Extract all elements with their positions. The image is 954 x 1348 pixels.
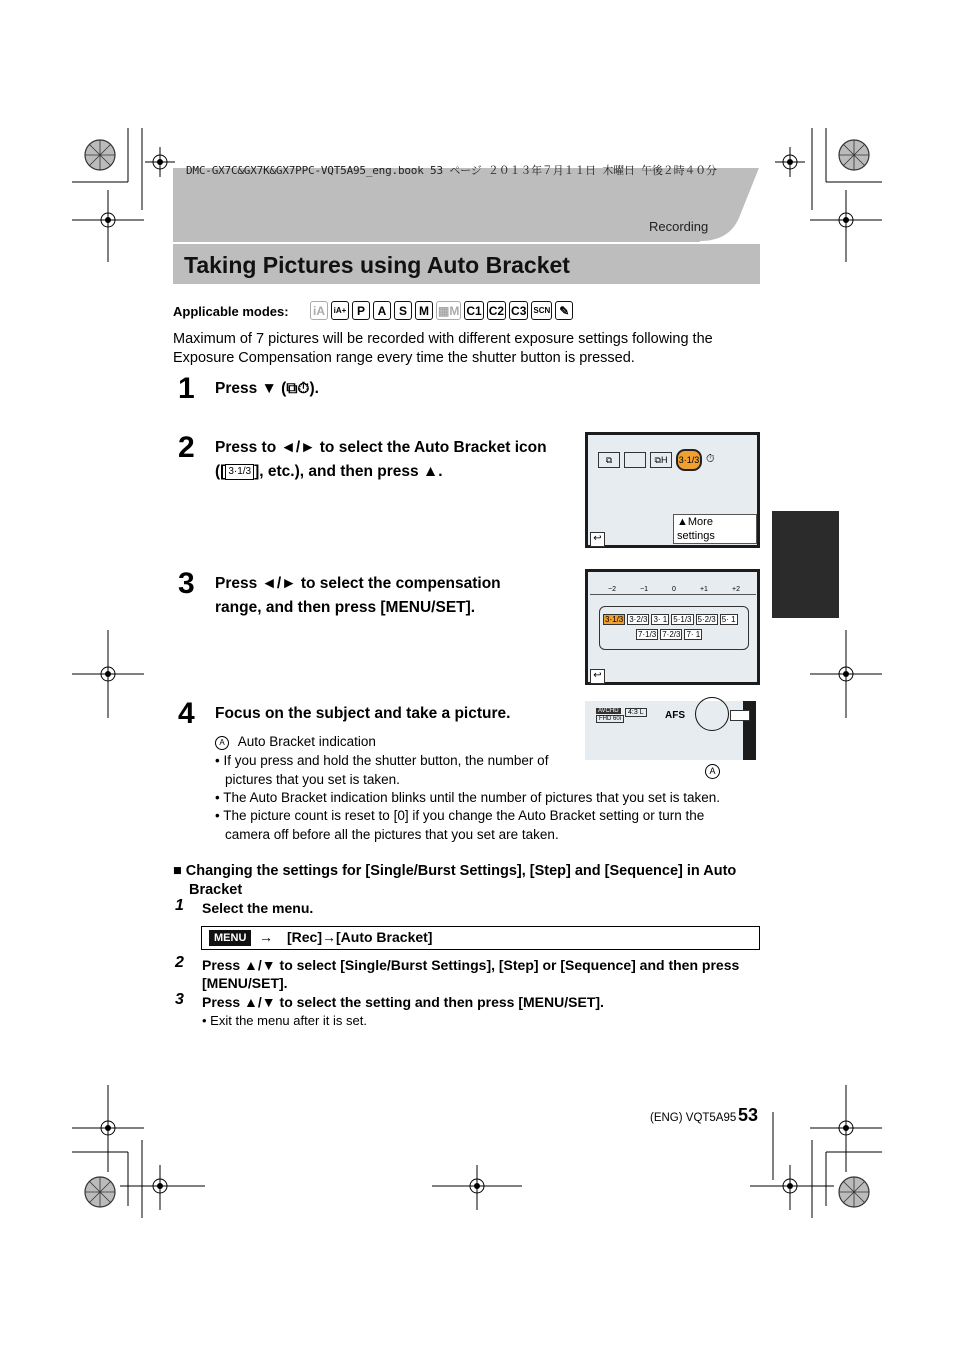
step-2-line-1: Press to ◄/► to select the Auto Bracket icon <box>215 439 547 456</box>
note-bullet: • The picture count is reset to [0] if you change the Auto Bracket setting or turn the camera off before all the pictures that you set are taken. <box>215 808 705 842</box>
scale-label: +2 <box>731 586 740 593</box>
custom-2-icon: C2 <box>487 301 506 320</box>
page-code: (ENG) VQT5A95 <box>650 1112 737 1124</box>
range-row-2 <box>636 629 702 640</box>
creative-control-icon: ✎ <box>555 301 573 320</box>
marker-a-icon: A <box>215 736 229 750</box>
single-frame-icon <box>624 452 646 468</box>
fhd-label: FHD 60i <box>596 715 624 723</box>
range-option: 7·2/3 <box>662 630 681 639</box>
creative-video-icon: ▦M <box>436 301 461 320</box>
note-text: The Auto Bracket indication blinks until the number of pictures that you set is taken. <box>223 790 721 805</box>
range-option: 3·2/3 <box>629 615 648 624</box>
custom-1-icon: C1 <box>464 301 483 320</box>
scene-icon: SCN <box>531 301 552 320</box>
step-2-line-2 <box>215 460 443 484</box>
avchd-label: AVCHD <box>598 708 619 714</box>
shutter-priority-icon: S <box>394 301 412 320</box>
scale-label: +1 <box>699 586 708 593</box>
self-timer-icon: ⏱ <box>706 452 715 465</box>
applicable-modes-label: Applicable modes: <box>173 304 289 319</box>
range-option: 3· 1 <box>653 615 668 624</box>
range-row-1 <box>603 614 738 625</box>
step-3-line-1: Press ◄/► to select the compensation <box>215 575 501 592</box>
step-2-suffix: ], etc.), and then press ▲. <box>254 463 443 480</box>
sub-step-2-number: 2 <box>175 954 184 971</box>
marker-a-icon: A <box>705 764 720 779</box>
aspect-size-label: 4:3 L <box>625 708 647 717</box>
single-drive-icon: ⧉ <box>598 452 620 468</box>
page-title: Taking Pictures using Auto Bracket <box>184 252 570 278</box>
range-option: 5· 1 <box>721 615 736 624</box>
auto-bracket-indication-circle <box>695 697 729 731</box>
scale-label: −1 <box>640 586 648 593</box>
intelligent-auto-plus-icon: iA+ <box>331 301 349 320</box>
back-icon: ↩ <box>590 669 605 684</box>
range-option: 7· 1 <box>686 630 701 639</box>
menu-arrow: → <box>259 929 273 945</box>
menu-path: [Rec]→[Auto Bracket] <box>287 929 433 945</box>
step-4-number: 4 <box>178 697 195 730</box>
note-text: If you press and hold the shutter button, the number of pictures that you set is taken. <box>223 753 549 787</box>
exposure-scale <box>608 586 740 593</box>
more-settings-label: ▲More settings <box>673 514 757 544</box>
auto-bracket-icon: 3·1/3 <box>225 464 254 480</box>
marker-caption: Auto Bracket indication <box>237 734 376 749</box>
back-icon: ↩ <box>590 532 605 547</box>
sub-step-3-text: Press ▲/▼ to select the setting and then press [MENU/SET]. <box>202 994 604 1010</box>
range-option: 5·2/3 <box>697 615 716 624</box>
section-label: Recording <box>649 219 709 234</box>
header-corner-cut <box>700 168 760 242</box>
scale-label: −2 <box>608 586 616 593</box>
manual-icon: M <box>415 301 433 320</box>
auto-bracket-selected-icon: 3·1/3 <box>676 449 702 471</box>
scale-line <box>590 594 756 595</box>
range-option: 3·1/3 <box>605 615 624 624</box>
scale-label: 0 <box>672 586 676 593</box>
burst-icon: ⧉H <box>650 452 672 468</box>
print-book-line: DMC-GX7C&GX7K&GX7PPC-VQT5A95_eng.book 53 ページ ２０１３年７月１１日 木曜日 午後２時４０分 <box>186 164 717 177</box>
custom-3-icon: C3 <box>509 301 528 320</box>
intro-text: Maximum of 7 pictures will be recorded with different exposure settings following the Exposure Compensation range every time the shutter button is pressed. <box>173 331 713 366</box>
step-2-prefix: ([ <box>215 463 226 480</box>
camera-screen-compensation-range <box>585 569 760 685</box>
intelligent-auto-icon: iA <box>310 301 328 320</box>
marker-caption-row <box>215 733 376 752</box>
sub-step-3-number: 3 <box>175 991 184 1008</box>
range-option: 7·1/3 <box>638 630 657 639</box>
step-3-number: 3 <box>178 567 195 600</box>
camera-screen-drive-mode <box>585 432 760 548</box>
note-text: The picture count is reset to [0] if you change the Auto Bracket setting or turn the camera off before all the pictures that you set are taken. <box>223 808 705 842</box>
sub-step-2-text: Press ▲/▼ to select [Single/Burst Settings], [Step] or [Sequence] and then press [MENU/SET]. <box>202 957 740 991</box>
afs-label: AFS <box>665 710 685 721</box>
note-bullet: • The Auto Bracket indication blinks until the number of pictures that you set is taken. <box>215 790 721 805</box>
menu-chip: MENU <box>209 930 251 946</box>
aperture-priority-icon: A <box>373 301 391 320</box>
note-bullet: • If you press and hold the shutter button, the number of pictures that you set is taken. <box>215 753 549 787</box>
chapter-tab <box>772 511 839 618</box>
step-4-text: Focus on the subject and take a picture. <box>215 705 511 722</box>
range-options-frame <box>599 606 749 650</box>
camera-screen-recording <box>585 701 756 760</box>
step-2-number: 2 <box>178 431 195 464</box>
note-text: Exit the menu after it is set. <box>210 1013 367 1028</box>
menu-path-box <box>201 926 760 950</box>
sub-step-3-note: • Exit the menu after it is set. <box>202 1013 367 1028</box>
sub-step-1-number: 1 <box>175 897 184 914</box>
step-1-text: Press ▼ (⧉⏱). <box>215 380 319 397</box>
step-1-number: 1 <box>178 372 195 405</box>
range-option: 5·1/3 <box>673 615 692 624</box>
program-icon: P <box>352 301 370 320</box>
applicable-modes-icons <box>310 301 573 323</box>
page-number: 53 <box>738 1105 759 1125</box>
sub-step-1-text: Select the menu. <box>202 900 314 916</box>
battery-icon <box>730 710 750 721</box>
changing-settings-heading: ■ Changing the settings for [Single/Burst Settings], [Step] and [Sequence] in Auto Bracket <box>173 863 737 898</box>
drive-mode-icon-row <box>598 452 722 471</box>
step-3-line-2: range, and then press [MENU/SET]. <box>215 599 476 616</box>
